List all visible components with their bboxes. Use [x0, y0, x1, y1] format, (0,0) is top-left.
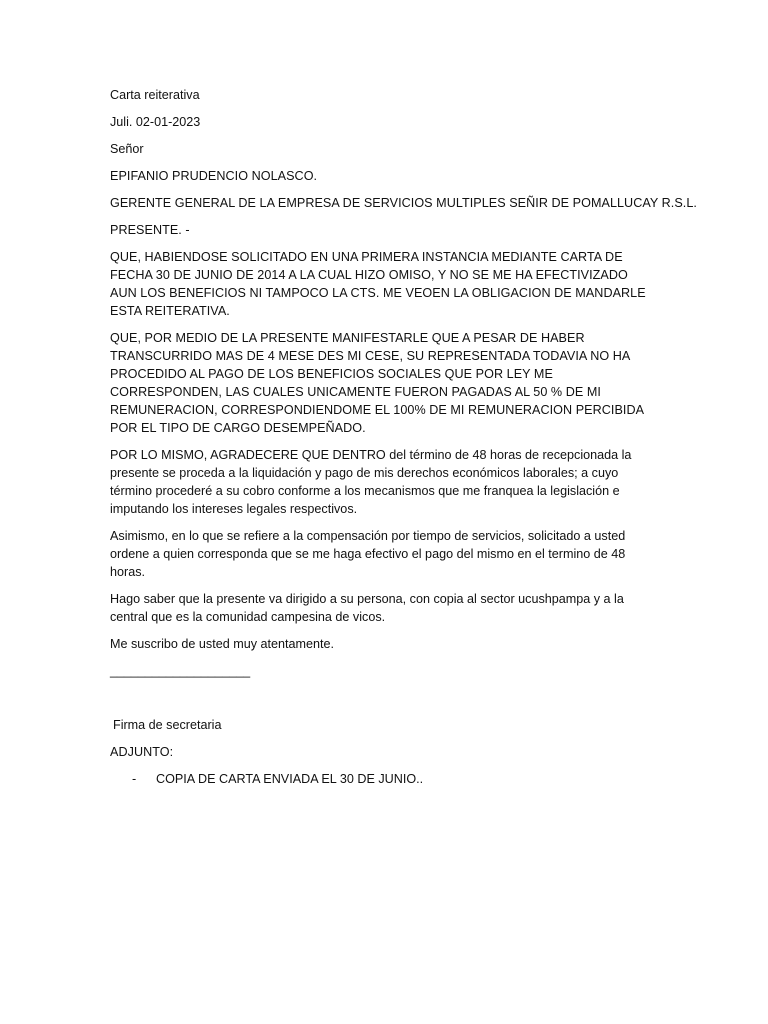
paragraph-3: POR LO MISMO, AGRADECERE QUE DENTRO del término de 48 horas de recepcionada la presente se proceda a la liquidación y pago de mis derechos económicos laborales; a cuyo término procederé a su cobro conforme a los mecanismos que me franquea la legislación e imputando los intereses legales respectivos. [110, 448, 632, 516]
letter-heading: Carta reiterativa [110, 88, 200, 102]
attachment-text: COPIA DE CARTA ENVIADA EL 30 DE JUNIO.. [156, 772, 424, 786]
signature-label: Firma de secretaria [113, 718, 222, 732]
closing-line: Me suscribo de usted muy atentamente. [110, 637, 335, 651]
paragraph-5: Hago saber que la presente va dirigido a su persona, con copia al sector ucushpampa y a la central que es la comunidad campesina de vicos. [110, 592, 624, 624]
paragraph-4: Asimismo, en lo que se refiere a la compensación por tiempo de servicios, solicitado a usted ordene a quien corresponda que se me haga efectivo el pago del mismo en el termino de 48 horas. [110, 529, 626, 579]
paragraph-2: QUE, POR MEDIO DE LA PRESENTE MANIFESTARLE QUE A PESAR DE HABER TRANSCURRIDO MAS DE 4 MESE DES MI CESE, SU REPRESENTADA TODAVIA NO HA PROCEDIDO AL PAGO DE LOS BENEFICIOS SOCIALES QUE POR LEY ME CORRESPONDEN, LAS CUALES UNICAMENTE FUERON PAGADAS AL 50 % DE MI REMUNERACION, CORRESPONDIENDOME EL 100% DE MI REMUNERACION PERCIBIDA POR EL TIPO DE CARGO DESEMPEÑADO. [110, 331, 644, 435]
signature-line: ____________________ [110, 664, 251, 678]
salutation: Señor [110, 142, 144, 156]
letter-body [110, 86, 697, 788]
recipient-title: GERENTE GENERAL DE LA EMPRESA DE SERVICIOS MULTIPLES SEÑIR DE POMALLUCAY R.S.L. [110, 196, 697, 210]
recipient-name: EPIFANIO PRUDENCIO NOLASCO. [110, 169, 318, 183]
attachments-heading: ADJUNTO: [110, 745, 174, 759]
attachment-item [110, 770, 655, 788]
attachment-bullet: - [132, 772, 137, 786]
letter-date: Juli. 02-01-2023 [110, 115, 201, 129]
presente-line: PRESENTE. - [110, 223, 190, 237]
paragraph-1: QUE, HABIENDOSE SOLICITADO EN UNA PRIMERA INSTANCIA MEDIANTE CARTA DE FECHA 30 DE JUNIO DE 2014 A LA CUAL HIZO OMISO, Y NO SE ME HA EFECTIVIZADO AUN LOS BENEFICIOS NI TAMPOCO LA CTS. ME VEOEN LA OBLIGACION DE MANDARLE ESTA REITERATIVA. [110, 250, 646, 318]
